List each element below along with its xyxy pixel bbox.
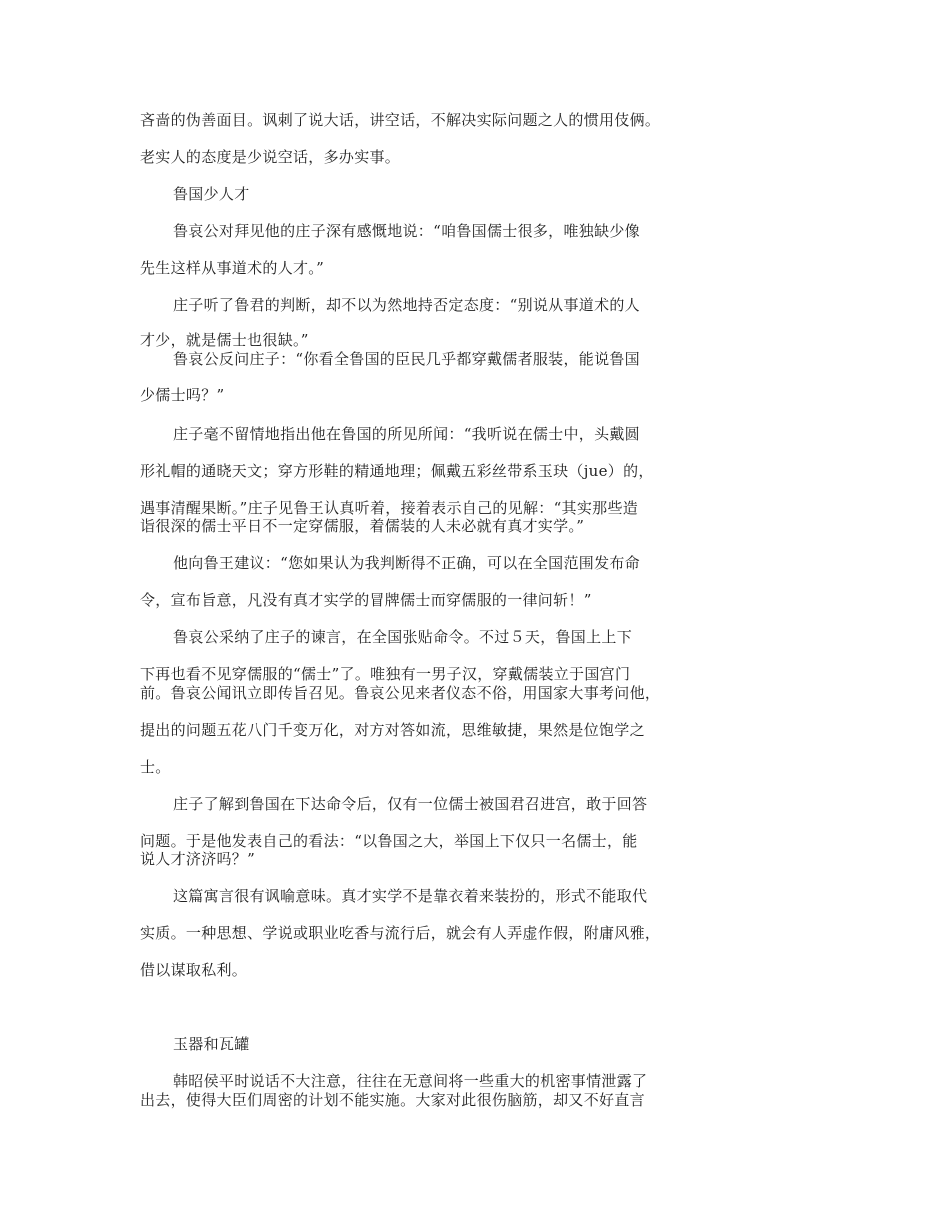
text-line: 少儒士吗？” — [140, 386, 225, 404]
text-line: 才少，就是儒士也很缺。” — [140, 331, 309, 349]
text-line: 他向鲁王建议：“您如果认为我判断得不正确，可以在全国范围发布命 — [173, 554, 640, 572]
text-line: 鲁哀公反问庄子：“你看全鲁国的臣民几乎都穿戴儒者服装，能说鲁国 — [173, 350, 640, 368]
text-line: 遇事清醒果断。”庄子见鲁王认真听着，接着表示自己的见解：“其实那些造 — [140, 499, 639, 517]
text-line: 前。鲁哀公闻讯立即传旨召见。鲁哀公见来者仪态不俗，用国家大事考问他， — [140, 684, 661, 702]
text-line: 老实人的态度是少说空话，多办实事。 — [140, 148, 401, 166]
text-line: 吝啬的伪善面目。讽刺了说大话，讲空话，不解决实际问题之人的惯用伎俩。 — [140, 111, 661, 129]
text-line: 出去，使得大臣们周密的计划不能实施。大家对此很伤脑筋，却又不好直言 — [140, 1091, 645, 1109]
section-heading: 鲁国少人才 — [173, 185, 250, 203]
text-line: 这篇寓言很有讽喻意味。真才实学不是靠衣着来装扮的，形式不能取代 — [173, 887, 648, 905]
text-line: 韩昭侯平时说话不大注意，往往在无意间将一些重大的机密事情泄露了 — [173, 1072, 648, 1090]
text-line: 庄子毫不留情地指出他在鲁国的所见所闻：“我听说在儒士中，头戴圆 — [173, 425, 640, 443]
text-line: 庄子了解到鲁国在下达命令后，仅有一位儒士被国君召进宫，敢于回答 — [173, 795, 648, 813]
text-line: 问题。于是他发表自己的看法：“以鲁国之大，举国上下仅只一名儒士，能 — [140, 832, 638, 850]
text-line: 下再也看不见穿儒服的“儒士”了。唯独有一男子汉，穿戴儒装立于国宫门 — [140, 665, 631, 683]
text-line: 士。 — [140, 758, 171, 776]
text-line: 借以谋取私利。 — [140, 961, 248, 979]
text-line: 形礼帽的通晓天文；穿方形鞋的精通地理；佩戴五彩丝带系玉玦（jue）的， — [140, 462, 654, 480]
text-line: 提出的问题五花八门千变万化，对方对答如流，思维敏捷，果然是位饱学之 — [140, 721, 645, 739]
text-line: 先生这样从事道术的人才。” — [140, 259, 325, 277]
text-line: 说人才济济吗？” — [140, 850, 256, 868]
text-line: 诣很深的儒士平日不一定穿儒服，着儒装的人未必就有真才实学。” — [140, 517, 585, 535]
text-line: 令，宣布旨意，凡没有真才实学的冒牌儒士而穿儒服的一律问斩！” — [140, 591, 592, 609]
text-line: 鲁哀公采纳了庄子的谏言，在全国张贴命令。不过５天，鲁国上上下 — [173, 628, 633, 646]
section-heading: 玉器和瓦罐 — [173, 1035, 250, 1053]
text-line: 鲁哀公对拜见他的庄子深有感慨地说：“咱鲁国儒士很多，唯独缺少像 — [173, 222, 640, 240]
text-line: 庄子听了鲁君的判断，却不以为然地持否定态度：“别说从事道术的人 — [173, 296, 640, 314]
text-line: 实质。一种思想、学说或职业吃香与流行后，就会有人弄虚作假，附庸风雅， — [140, 924, 661, 942]
